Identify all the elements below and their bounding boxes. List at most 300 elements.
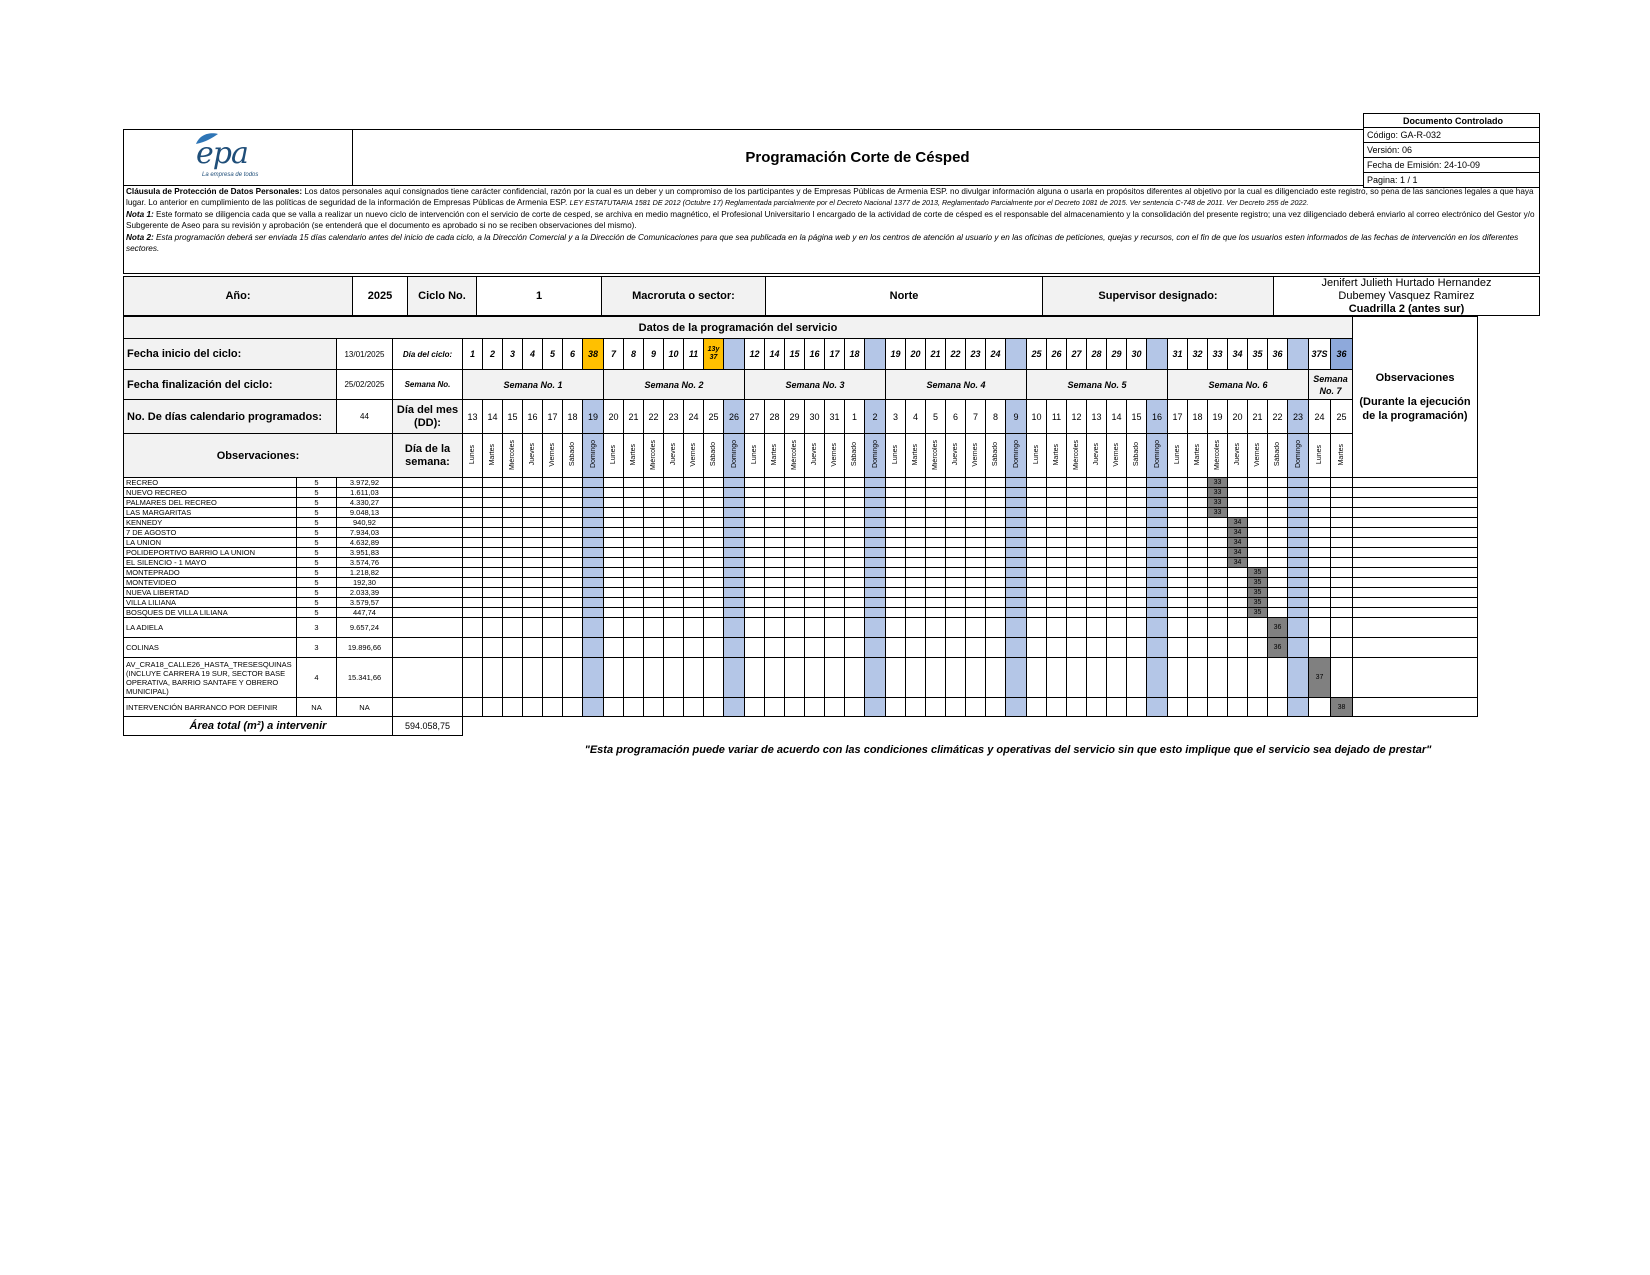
page-title: Programación Corte de Césped	[352, 129, 1364, 186]
schedule-cell	[664, 658, 684, 698]
schedule-cell	[1107, 698, 1127, 717]
sector-row	[124, 498, 1478, 508]
schedule-cell	[463, 518, 483, 528]
schedule-cell	[1107, 498, 1127, 508]
schedule-cell	[1208, 558, 1228, 568]
day-of-week-text: Domingo	[1153, 440, 1161, 469]
schedule-cell	[1027, 518, 1047, 528]
day-of-month-cell: 15	[503, 400, 523, 434]
schedule-cell	[684, 568, 704, 578]
week-cell: Semana No. 4	[886, 370, 1027, 400]
day-of-week-text: Miércoles	[1214, 439, 1221, 470]
schedule-cell	[1027, 608, 1047, 618]
schedule-cell	[1047, 528, 1067, 538]
schedule-cell	[563, 478, 583, 488]
sector-frequency: 5	[297, 548, 337, 558]
schedule-cell	[1127, 638, 1147, 658]
schedule-cell	[543, 698, 563, 717]
dow-label: Día de la semana:	[393, 434, 463, 478]
sector-frequency: 5	[297, 498, 337, 508]
sector-spacer	[393, 508, 463, 518]
day-of-week-cell	[966, 434, 986, 478]
sector-name: KENNEDY	[124, 518, 297, 528]
schedule-cell	[906, 538, 926, 548]
schedule-cell	[865, 498, 886, 508]
schedule-cell	[1147, 538, 1168, 548]
schedule-cell	[1268, 478, 1288, 488]
sector-row	[124, 528, 1478, 538]
day-of-week-text: Viernes	[972, 442, 979, 467]
schedule-cell	[1147, 598, 1168, 608]
schedule-cell	[785, 598, 805, 608]
day-of-week-text: Martes	[1338, 443, 1345, 466]
schedule-cell	[966, 548, 986, 558]
schedule-cell	[583, 548, 604, 558]
cycle-day-cell: 36	[1331, 339, 1353, 370]
day-of-month-cell: 14	[483, 400, 503, 434]
schedule-cell	[986, 598, 1006, 608]
sector-frequency: 5	[297, 578, 337, 588]
day-of-week-text: Martes	[489, 443, 496, 466]
cycle-day-cell: 21	[926, 339, 946, 370]
schedule-cell	[825, 478, 845, 488]
schedule-cell	[865, 508, 886, 518]
sector-spacer	[393, 538, 463, 548]
schedule-cell	[1027, 618, 1047, 638]
day-of-week-text: Sábado	[851, 442, 858, 467]
schedule-cell	[463, 578, 483, 588]
sector-area: 3.951,83	[337, 548, 393, 558]
schedule-cell	[483, 598, 503, 608]
day-of-week-text: Miércoles	[1073, 439, 1080, 470]
schedule-cell	[1067, 488, 1087, 498]
day-of-week-text: Domingo	[589, 440, 597, 469]
sector-observation	[1353, 638, 1478, 658]
schedule-cell	[865, 568, 886, 578]
sector-observation	[1353, 598, 1478, 608]
schedule-cell	[865, 618, 886, 638]
schedule-cell	[1087, 698, 1107, 717]
schedule-cell	[563, 548, 583, 558]
sector-name: 7 DE AGOSTO	[124, 528, 297, 538]
schedule-cell	[1087, 558, 1107, 568]
schedule-cell	[765, 528, 785, 538]
schedule-cell	[1208, 588, 1228, 598]
schedule-cell	[966, 598, 986, 608]
schedule-cell	[1047, 508, 1067, 518]
schedule-cell	[966, 488, 986, 498]
schedule-cell	[1208, 538, 1228, 548]
schedule-cell	[523, 558, 543, 568]
schedule-cell	[684, 558, 704, 568]
schedule-cell	[745, 478, 765, 488]
schedule-cell	[483, 528, 503, 538]
schedule-cell	[1147, 578, 1168, 588]
schedule-cell	[624, 608, 644, 618]
schedule-cell	[604, 618, 624, 638]
schedule-cell	[1268, 558, 1288, 568]
day-of-month-cell: 22	[1268, 400, 1288, 434]
day-of-week-cell	[704, 434, 724, 478]
cycle-day-cell: 10	[664, 339, 684, 370]
schedule-cell	[1309, 498, 1331, 508]
schedule-cell	[1047, 518, 1067, 528]
sector-name: NUEVA LIBERTAD	[124, 588, 297, 598]
schedule-cell	[745, 638, 765, 658]
schedule-cell	[1147, 698, 1168, 717]
cycle-day-cell: 3	[503, 339, 523, 370]
clause-lead: Cláusula de Protección de Datos Personales:	[126, 187, 303, 196]
cycle-day-cell: 5	[543, 339, 563, 370]
schedule-cell	[1027, 578, 1047, 588]
schedule-cell	[583, 558, 604, 568]
schedule-cell	[1309, 518, 1331, 528]
schedule-cell	[563, 488, 583, 498]
cycle-day-cell: 1	[463, 339, 483, 370]
schedule-cell	[1188, 488, 1208, 498]
schedule-cell	[1087, 598, 1107, 608]
schedule-cell	[724, 558, 745, 568]
schedule-cell	[785, 478, 805, 488]
schedule-cell	[805, 478, 825, 488]
schedule-cell	[966, 698, 986, 717]
sector-name: PALMARES DEL RECREO	[124, 498, 297, 508]
day-of-week-cell	[1268, 434, 1288, 478]
schedule-cell	[1147, 588, 1168, 598]
control-code: Código: GA-R-032	[1363, 128, 1540, 143]
schedule-cell	[745, 618, 765, 638]
schedule-cell	[845, 478, 865, 488]
sector-name: MONTEPRADO	[124, 568, 297, 578]
schedule-cell	[624, 558, 644, 568]
schedule-cell	[865, 598, 886, 608]
schedule-cell	[805, 638, 825, 658]
schedule-cell	[765, 498, 785, 508]
schedule-cell	[664, 548, 684, 558]
sector-row	[124, 598, 1478, 608]
schedule-cell	[483, 498, 503, 508]
schedule-cell	[1228, 508, 1248, 518]
schedule-cell	[1067, 548, 1087, 558]
schedule-cell	[906, 508, 926, 518]
schedule-cell	[1309, 478, 1331, 488]
schedule-cell	[704, 618, 724, 638]
schedule-cell	[483, 478, 503, 488]
schedule-cell	[1168, 528, 1188, 538]
day-of-month-cell: 23	[1288, 400, 1309, 434]
schedule-cell	[624, 568, 644, 578]
days-label: No. De días calendario programados:	[124, 400, 337, 434]
schedule-cell	[684, 698, 704, 717]
end-label: Fecha finalización del ciclo:	[124, 370, 337, 400]
schedule-cell	[1248, 538, 1268, 548]
schedule-cell	[1127, 658, 1147, 698]
schedule-cell	[1208, 568, 1228, 578]
scheduled-cell: 34	[1228, 548, 1248, 558]
sector-row	[124, 478, 1478, 488]
year-value: 2025	[352, 276, 408, 316]
day-of-week-cell	[1248, 434, 1268, 478]
schedule-cell	[926, 618, 946, 638]
schedule-cell	[624, 598, 644, 608]
schedule-cell	[966, 608, 986, 618]
sector-observation	[1353, 618, 1478, 638]
scheduled-cell: 34	[1228, 528, 1248, 538]
schedule-cell	[1047, 638, 1067, 658]
schedule-cell	[926, 518, 946, 528]
day-of-month-cell: 28	[765, 400, 785, 434]
schedule-cell	[1228, 658, 1248, 698]
schedule-cell	[986, 568, 1006, 578]
sector-area: 192,30	[337, 578, 393, 588]
schedule-cell	[805, 558, 825, 568]
schedule-cell	[1067, 558, 1087, 568]
schedule-cell	[604, 598, 624, 608]
sector-row	[124, 608, 1478, 618]
schedule-cell	[503, 618, 523, 638]
schedule-cell	[724, 568, 745, 578]
schedule-cell	[583, 508, 604, 518]
schedule-cell	[604, 698, 624, 717]
schedule-cell	[805, 498, 825, 508]
day-of-week-cell	[1331, 434, 1353, 478]
schedule-cell	[886, 548, 906, 558]
schedule-cell	[845, 638, 865, 658]
schedule-cell	[765, 518, 785, 528]
schedule-cell	[845, 518, 865, 528]
schedule-cell	[523, 618, 543, 638]
schedule-cell	[543, 578, 563, 588]
sector-observation	[1353, 478, 1478, 488]
schedule-cell	[684, 518, 704, 528]
sector-row	[124, 698, 1478, 717]
sector-name: MONTEVIDEO	[124, 578, 297, 588]
schedule-cell	[543, 498, 563, 508]
schedule-cell	[946, 618, 966, 638]
day-of-week-text: Lunes	[1033, 444, 1040, 465]
schedule-cell	[724, 528, 745, 538]
control-title: Documento Controlado	[1363, 113, 1540, 128]
note1-text: Este formato se diligencia cada que se valla a realizar un nuevo ciclo de intervención con el servicio de corte de cesped, se archiva en medio magnético, el Profesional Universitario I encargado de la actividad de corte de césped es el responsable del almacenamiento y la consolidación del presente registro; una vez diligenciado deberá enviarlo al correo electrónico del Gestor y/o Subgerente de Aseo para su revisión y aprobación (se entenderá que el documento es aprobado si no se reciben observaciones del mismo).	[126, 210, 1535, 230]
schedule-cell	[523, 478, 543, 488]
section-title: Datos de la programación del servicio	[124, 317, 1353, 339]
day-of-week-text: Viernes	[690, 442, 697, 467]
cycle-day-cell: 26	[1047, 339, 1067, 370]
schedule-cell	[906, 498, 926, 508]
sector-observation	[1353, 538, 1478, 548]
schedule-cell	[1107, 548, 1127, 558]
schedule-cell	[624, 578, 644, 588]
macro-value: Norte	[765, 276, 1043, 316]
schedule-cell	[684, 498, 704, 508]
schedule-cell	[986, 638, 1006, 658]
schedule-cell	[845, 538, 865, 548]
schedule-cell	[724, 598, 745, 608]
note1-lead: Nota 1:	[126, 210, 154, 220]
sector-frequency: 5	[297, 588, 337, 598]
schedule-cell	[724, 658, 745, 698]
sector-area: 4.330,27	[337, 498, 393, 508]
schedule-cell	[704, 698, 724, 717]
schedule-cell	[624, 638, 644, 658]
schedule-cell	[1331, 568, 1353, 578]
schedule-cell	[1208, 618, 1228, 638]
schedule-cell	[503, 518, 523, 528]
day-of-week-cell	[986, 434, 1006, 478]
day-of-month-cell: 16	[1147, 400, 1168, 434]
cycle-day-cell: 2	[483, 339, 503, 370]
schedule-cell	[946, 698, 966, 717]
schedule-cell	[1168, 608, 1188, 618]
schedule-cell	[785, 638, 805, 658]
schedule-cell	[583, 528, 604, 538]
schedule-cell	[583, 498, 604, 508]
schedule-cell	[704, 588, 724, 598]
schedule-cell	[1147, 618, 1168, 638]
schedule-cell	[745, 498, 765, 508]
day-of-week-text: Domingo	[1012, 440, 1020, 469]
schedule-cell	[1268, 578, 1288, 588]
day-of-month-cell: 19	[1208, 400, 1228, 434]
sector-area: 1.218,82	[337, 568, 393, 578]
schedule-cell	[724, 548, 745, 558]
schedule-cell	[644, 518, 664, 528]
sector-area: 7.934,03	[337, 528, 393, 538]
schedule-cell	[463, 488, 483, 498]
schedule-cell	[1248, 478, 1268, 488]
schedule-cell	[503, 638, 523, 658]
schedule-cell	[1309, 588, 1331, 598]
schedule-cell	[1208, 638, 1228, 658]
schedule-cell	[865, 608, 886, 618]
day-of-month-cell: 12	[1067, 400, 1087, 434]
sector-row	[124, 568, 1478, 578]
sector-row	[124, 658, 1478, 698]
day-of-week-cell	[583, 434, 604, 478]
week-cell: Semana No. 1	[463, 370, 604, 400]
schedule-cell	[926, 488, 946, 498]
schedule-cell	[845, 618, 865, 638]
schedule-cell	[724, 488, 745, 498]
schedule-cell	[886, 578, 906, 588]
schedule-cell	[886, 698, 906, 717]
clauses-block	[123, 186, 1540, 274]
schedule-cell	[926, 698, 946, 717]
schedule-cell	[946, 488, 966, 498]
schedule-cell	[906, 478, 926, 488]
schedule-cell	[1188, 558, 1208, 568]
schedule-cell	[724, 698, 745, 717]
schedule-cell	[986, 508, 1006, 518]
sector-area: 4.632,89	[337, 538, 393, 548]
day-of-week-text: Jueves	[529, 443, 536, 466]
day-of-week-cell	[1288, 434, 1309, 478]
day-of-week-cell	[724, 434, 745, 478]
schedule-cell	[1027, 568, 1047, 578]
schedule-cell	[664, 698, 684, 717]
schedule-cell	[926, 558, 946, 568]
schedule-cell	[463, 538, 483, 548]
schedule-cell	[543, 658, 563, 698]
cycle-day-cell: 18	[845, 339, 865, 370]
sector-spacer	[393, 618, 463, 638]
schedule-cell	[1188, 498, 1208, 508]
day-of-week-cell	[664, 434, 684, 478]
schedule-cell	[765, 618, 785, 638]
schedule-cell	[805, 598, 825, 608]
schedule-cell	[1047, 558, 1067, 568]
schedule-cell	[785, 518, 805, 528]
schedule-cell	[946, 578, 966, 588]
schedule-cell	[1107, 558, 1127, 568]
sector-area: 9.048,13	[337, 508, 393, 518]
schedule-cell	[503, 658, 523, 698]
schedule-cell	[765, 508, 785, 518]
cycle-day-cell: 15	[785, 339, 805, 370]
sector-spacer	[393, 598, 463, 608]
schedule-cell	[503, 538, 523, 548]
schedule-cell	[886, 558, 906, 568]
schedule-cell	[1288, 528, 1309, 538]
schedule-cell	[845, 588, 865, 598]
schedule-cell	[785, 568, 805, 578]
schedule-cell	[1168, 508, 1188, 518]
day-of-week-cell	[1047, 434, 1067, 478]
schedule-cell	[523, 658, 543, 698]
scheduled-cell: 37	[1309, 658, 1331, 698]
day-of-week-text: Lunes	[892, 444, 899, 465]
sector-frequency: 5	[297, 608, 337, 618]
control-version: Versión: 06	[1363, 143, 1540, 158]
schedule-cell	[1309, 578, 1331, 588]
schedule-cell	[765, 598, 785, 608]
schedule-cell	[765, 478, 785, 488]
dom-label: Día del mes (DD):	[393, 400, 463, 434]
cycle-day-cell	[1006, 339, 1027, 370]
sector-spacer	[393, 638, 463, 658]
schedule-cell	[624, 538, 644, 548]
day-of-month-cell: 16	[523, 400, 543, 434]
schedule-cell	[1127, 548, 1147, 558]
schedule-cell	[785, 508, 805, 518]
epa-logo	[190, 132, 290, 184]
schedule-cell	[1127, 508, 1147, 518]
schedule-cell	[926, 658, 946, 698]
schedule-cell	[886, 608, 906, 618]
schedule-cell	[1331, 578, 1353, 588]
schedule-cell	[563, 608, 583, 618]
schedule-cell	[1309, 548, 1331, 558]
schedule-cell	[1127, 578, 1147, 588]
sector-area: 3.579,57	[337, 598, 393, 608]
schedule-cell	[644, 498, 664, 508]
schedule-cell	[886, 498, 906, 508]
schedule-cell	[1107, 488, 1127, 498]
schedule-cell	[825, 588, 845, 598]
schedule-cell	[1127, 598, 1147, 608]
schedule-cell	[704, 658, 724, 698]
day-of-week-text: Viernes	[831, 442, 838, 467]
schedule-cell	[1168, 588, 1188, 598]
schedule-cell	[986, 558, 1006, 568]
schedule-cell	[1288, 598, 1309, 608]
schedule-cell	[825, 558, 845, 568]
day-of-week-cell	[1147, 434, 1168, 478]
logo-cell	[123, 129, 353, 186]
cycle-day-cell: 13y 37	[704, 339, 724, 370]
schedule-cell	[1127, 488, 1147, 498]
day-of-month-cell: 25	[704, 400, 724, 434]
